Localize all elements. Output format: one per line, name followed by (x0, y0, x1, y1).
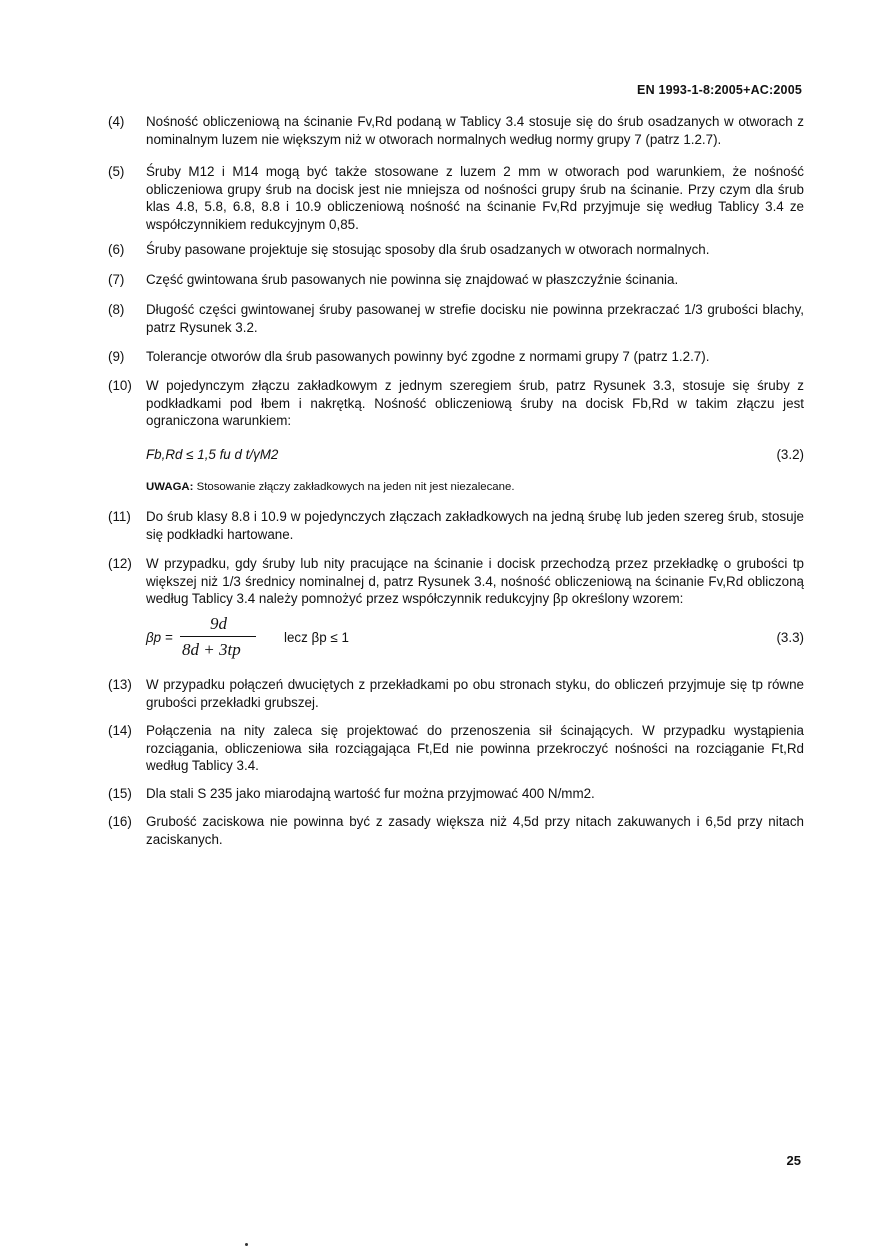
fraction-denominator: 8d + 3tp (182, 640, 241, 659)
paragraph-number: (6) (108, 242, 125, 257)
paragraph-text: Grubość zaciskowa nie powinna być z zasady większa niż 4,5d przy nitach zakuwanych i 6,5d przy nitach zaciskanych. (146, 814, 804, 847)
paragraph-4 (108, 113, 804, 148)
paragraph-text: Śruby pasowane projektuje się stosując sposoby dla śrub osadzanych w otworach normalnych. (146, 242, 710, 257)
paragraph-6 (108, 241, 804, 259)
paragraph-15 (108, 785, 804, 803)
paragraph-16 (108, 813, 804, 848)
paragraph-text: Długość części gwintowanej śruby pasowanej w strefie docisku nie powinna przekraczać 1/3 grubości blachy, patrz Rysunek 3.2. (146, 302, 804, 335)
paragraph-number: (10) (108, 378, 132, 393)
note (146, 481, 514, 493)
equation-formula: Fb,Rd ≤ 1,5 fu d t/γM2 (146, 447, 279, 462)
paragraph-9 (108, 348, 804, 366)
equation-number: (3.2) (776, 447, 804, 462)
paragraph-number: (13) (108, 677, 132, 692)
document-header: EN 1993-1-8:2005+AC:2005 (637, 83, 802, 97)
paragraph-10 (108, 377, 804, 430)
paragraph-text: Połączenia na nity zaleca się projektować do przenoszenia sił ścinających. W przypadku wystąpienia rozciągania, obliczeniowa siła rozciągająca Ft,Ed nie powinna przekroczyć nośności na rozciąganie Ft,Rd według Tablicy 3.4. (146, 723, 804, 773)
paragraph-text: W przypadku połączeń dwuciętych z przekładkami po obu stronach styku, do obliczeń przyjmuje się tp równe grubości przekładki grubszej. (146, 677, 804, 710)
paragraph-number: (16) (108, 814, 132, 829)
equation-condition: lecz βp ≤ 1 (284, 630, 349, 645)
paragraph-text: Dla stali S 235 jako miarodajną wartość fur można przyjmować 400 N/mm2. (146, 786, 595, 801)
equation-number: (3.3) (776, 630, 804, 645)
paragraph-text: W pojedynczym złączu zakładkowym z jednym szeregiem śrub, patrz Rysunek 3.3, stosuje się śruby z podkładkami pod łbem i nakrętką. Nośność obliczeniową śruby na docisk Fb,Rd w takim złączu jest ograniczona warunkiem: (146, 378, 804, 428)
paragraph-text: Śruby M12 i M14 mogą być także stosowane z luzem 2 mm w otworach pod warunkiem, że nośność obliczeniowa grupy śrub na docisk jest nie mniejsza od nośności grupy śrub na ścinanie. Przy czym dla śrub klas 4.8, 5.8, 6.8, 8.8 i 10.9 obliczeniową nośność na ścinanie Fv,Rd przyjmuje się według Tablicy 3.4 ze współczynnikiem redukcyjnym 0,85. (146, 164, 804, 232)
paragraph-number: (15) (108, 786, 132, 801)
page-number: 25 (786, 1153, 801, 1168)
paragraph-number: (5) (108, 164, 125, 179)
paragraph-text: W przypadku, gdy śruby lub nity pracujące na ścinanie i docisk przechodzą przez przekładkę o grubości tp większej niż 1/3 średnicy nominalnej d, patrz Rysunek 3.4, nośność obliczeniową na ścinanie Fv,Rd obliczoną według Tablicy 3.4 należy pomnożyć przez współczynnik redukcyjny βp określony wzorem: (146, 556, 804, 606)
equation-3-2 (146, 447, 804, 462)
paragraph-14 (108, 722, 804, 775)
paragraph-number: (14) (108, 723, 132, 738)
fraction-bar (180, 636, 256, 637)
equation-3-3 (146, 614, 804, 670)
paragraph-number: (8) (108, 302, 125, 317)
paragraph-text: Nośność obliczeniową na ścinanie Fv,Rd podaną w Tablicy 3.4 stosuje się do śrub osadzanych w otworach z nominalnym luzem nie większym niż w otworach normalnych według normy grupy 7 (patrz 1.2.7). (146, 114, 804, 147)
note-label: UWAGA: (146, 481, 194, 493)
paragraph-text: Do śrub klasy 8.8 i 10.9 w pojedynczych złączach zakładkowych na jedną śrubę lub jeden szereg śrub, stosuje się podkładki hartowane. (146, 509, 804, 542)
paragraph-number: (9) (108, 349, 125, 364)
paragraph-11 (108, 508, 804, 543)
equation-lhs: βp = (146, 630, 173, 645)
paragraph-7 (108, 271, 804, 289)
paragraph-5 (108, 163, 804, 233)
paragraph-number: (4) (108, 114, 125, 129)
fraction-numerator: 9d (210, 614, 227, 633)
paragraph-13 (108, 676, 804, 711)
paragraph-text: Część gwintowana śrub pasowanych nie powinna się znajdować w płaszczyźnie ścinania. (146, 272, 679, 287)
paragraph-number: (11) (108, 509, 131, 524)
paragraph-12 (108, 555, 804, 608)
paragraph-8 (108, 301, 804, 336)
paragraph-number: (7) (108, 272, 125, 287)
paragraph-number: (12) (108, 556, 132, 571)
note-text: Stosowanie złączy zakładkowych na jeden nit jest niezalecane. (196, 481, 515, 493)
paragraph-text: Tolerancje otworów dla śrub pasowanych powinny być zgodne z normami grupy 7 (patrz 1.2.7). (146, 349, 710, 364)
